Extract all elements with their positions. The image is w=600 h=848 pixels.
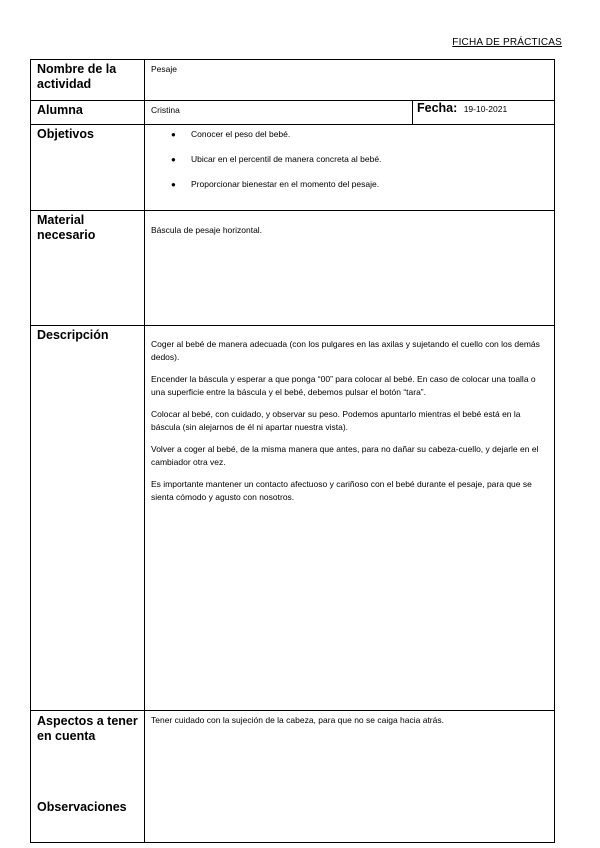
date-cell: [413, 101, 555, 125]
student-label: Alumna: [31, 101, 145, 125]
student-value: Cristina: [145, 101, 413, 125]
description-paragraph: Volver a coger al bebé, de la misma manera que antes, para no dañar su cabeza-cuello, y dejarle en el cambiador otra vez.: [151, 444, 539, 467]
row-objectives: [31, 125, 555, 211]
objectives-value: [145, 125, 555, 211]
material-label: Material necesario: [31, 211, 145, 326]
material-value: Báscula de pesaje horizontal.: [145, 211, 555, 326]
row-aspects: [31, 711, 555, 843]
description-label: Descripción: [31, 326, 145, 711]
description-paragraph: Coger al bebé de manera adecuada (con los pulgares en las axilas y sujetando el cuello con los demás dedos).: [151, 339, 540, 362]
row-student: [31, 101, 555, 125]
date-colon: :: [453, 101, 458, 115]
objective-item: ● Ubicar en el percentil de manera concreta al bebé.: [171, 154, 382, 164]
date-value: 19-10-2021: [463, 104, 508, 114]
objectives-list: [151, 129, 548, 190]
row-description: [31, 326, 555, 711]
date-label: Fecha: [417, 101, 454, 115]
bullet-icon: ●: [171, 155, 176, 164]
description-paragraph: Es importante mantener un contacto afectuoso y cariñoso con el bebé durante el pesaje, para que se sienta cómodo y agusto con nosotros.: [151, 479, 532, 502]
bullet-icon: ●: [171, 130, 176, 139]
practice-sheet-table: [30, 59, 555, 843]
row-activity-name: [31, 60, 555, 101]
aspects-value: Tener cuidado con la sujeción de la cabeza, para que no se caiga hacia atrás.: [145, 711, 555, 843]
description-paragraph: Colocar al bebé, con cuidado, y observar su peso. Podemos apuntarlo mientras el bebé está en la báscula (sin alejarnos de él ni apartar nuestra vista).: [151, 409, 521, 432]
objectives-label: Objetivos: [31, 125, 145, 211]
document-header-title: FICHA DE PRÁCTICAS: [452, 37, 562, 48]
description-value: [145, 326, 555, 711]
row-material: [31, 211, 555, 326]
aspects-label-cell: [31, 711, 145, 843]
aspects-label: Aspectos a tener en cuenta: [37, 714, 138, 743]
objective-item: ● Proporcionar bienestar en el momento del pesaje.: [171, 179, 380, 189]
observations-label: Observaciones: [37, 800, 127, 814]
objective-item: ● Conocer el peso del bebé.: [171, 129, 291, 139]
bullet-icon: ●: [171, 180, 176, 189]
description-paragraph: Encender la báscula y esperar a que ponga “00” para colocar al bebé. En caso de colocar una toalla o una superficie entre la báscula y el bebé, debemos pulsar el botón “tara”.: [151, 374, 536, 397]
activity-name-label: Nombre de la actividad: [31, 60, 145, 101]
activity-name-value: Pesaje: [145, 60, 555, 101]
